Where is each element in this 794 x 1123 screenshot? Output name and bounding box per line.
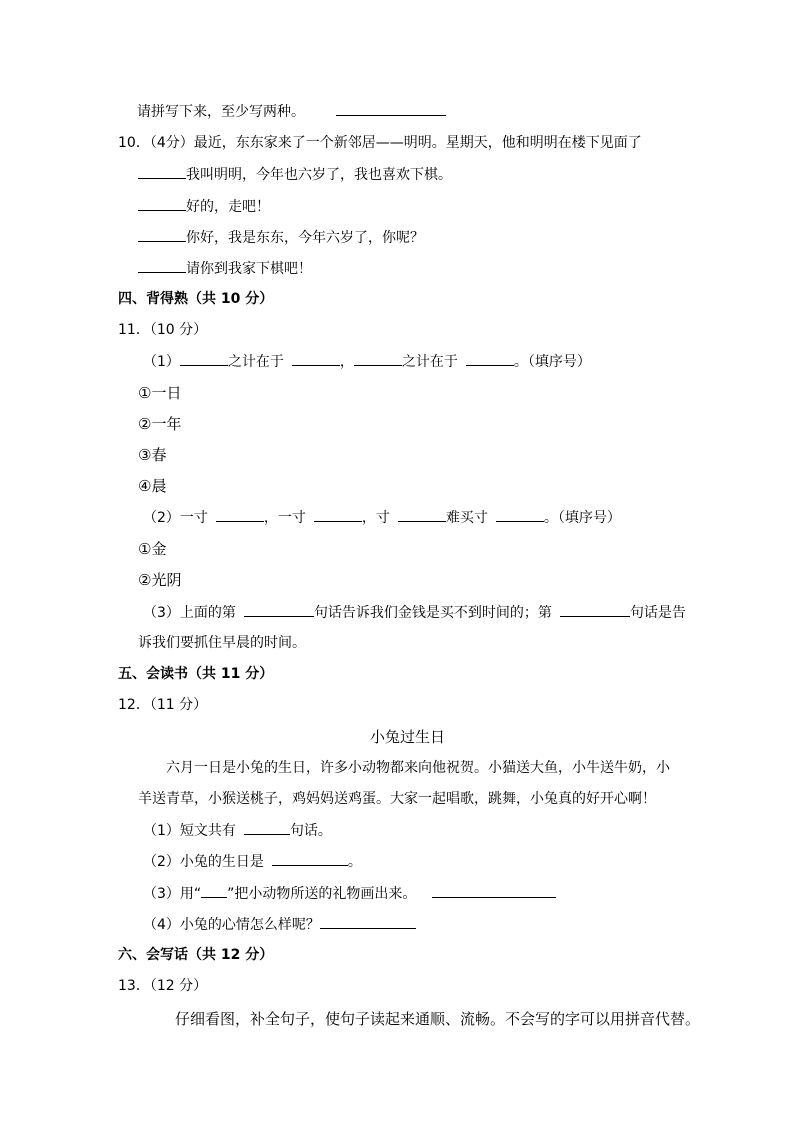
q11-number: 11． (118, 322, 150, 338)
q11-option-4: ④晨 (138, 477, 167, 495)
q11-part1-text-b: 之计在于 (401, 354, 458, 370)
q13-number: 13． (118, 978, 150, 994)
q10-line-3-text: 你好，我是东东，今年六岁了，你呢？ (186, 230, 424, 246)
q10-blank-1[interactable] (138, 164, 186, 179)
passage-title: 小兔过生日 (370, 728, 446, 746)
q12-sub-3 (143, 883, 556, 904)
q12-sub-4-a: （4）小兔的心情怎么样呢？ (143, 917, 320, 933)
q11-part2-blank-4[interactable] (496, 507, 544, 522)
q12-sub-4-blank[interactable] (320, 914, 416, 929)
q12-sub-1 (143, 820, 332, 841)
q12-sub-3-b: ”把小动物所送的礼物画出来。 (227, 886, 417, 902)
q12-score: （11 分） (149, 697, 208, 713)
q11-part1: （1） 之计在于 ， 之计在于 。（填序号） (143, 351, 591, 372)
section-6-title: 六、会写话（共 12 分） (118, 947, 274, 963)
q10-blank-4[interactable] (138, 258, 186, 273)
q10-line-2-text: 好的，走吧！ (186, 199, 270, 215)
q12-sub-2 (143, 851, 362, 872)
q11-part1-blank-3[interactable] (354, 351, 402, 366)
passage-line-1: 六月一日是小兔的生日，许多小动物都来向他祝贺。小猫送大鱼，小牛送牛奶，小 (166, 760, 670, 776)
q12-sub-2-blank[interactable] (272, 851, 348, 866)
q11-part1-text-a: 之计在于 (227, 354, 284, 370)
q11-header (118, 320, 207, 340)
q11-part2-mid2: ，寸 (361, 510, 390, 526)
q11-option-3: ③春 (138, 446, 167, 464)
q12-sub-1-a: （1）短文共有 (143, 823, 236, 839)
q10-line-1 (138, 164, 452, 185)
q11-part1-blank-4[interactable] (466, 351, 514, 366)
q12-sub-3-blank[interactable] (432, 883, 556, 898)
q11-option-1: ①一日 (138, 384, 182, 402)
q11-score: （10 分） (149, 322, 208, 338)
q11-part3-label: （3）上面的第 (143, 605, 236, 621)
q11-part3-line2: 诉我们要抓住早晨的时间。 (138, 635, 306, 651)
q10-number: 10． (118, 135, 150, 151)
q11-part2-end: 。（填序号） (543, 510, 621, 526)
q11-part2-blank-3[interactable] (398, 507, 446, 522)
q10-line-4-text: 请你到我家下棋吧！ (186, 261, 312, 277)
q11-part3-blank-2[interactable] (560, 602, 630, 617)
q11-part2-blank-2[interactable] (314, 507, 362, 522)
q10-score: （4分） (149, 135, 194, 151)
q12-sub-4 (143, 914, 416, 935)
q10-blank-3[interactable] (138, 227, 186, 242)
q11-option-2: ②一年 (138, 415, 182, 433)
q13-score: （12 分） (149, 978, 208, 994)
q11-part1-label: （1） (143, 354, 180, 370)
q12-sub-2-b: 。 (347, 854, 362, 870)
q9-answer-blank[interactable] (336, 101, 446, 116)
q9-tail-line (137, 101, 446, 122)
q10-line-4 (138, 258, 312, 279)
q10-prompt-line (118, 133, 642, 153)
q11-part1-blank-1[interactable] (180, 351, 228, 366)
q11-part2-mid1: ，一寸 (263, 510, 306, 526)
q12-sub-1-blank[interactable] (244, 820, 290, 835)
underline-mark-sample (201, 885, 227, 898)
q11-part2-blank-1[interactable] (216, 507, 264, 522)
q11-part3-blank-1[interactable] (244, 602, 314, 617)
q13-instruction: 仔细看图，补全句子，使句子读起来通顺、流畅。不会写的字可以用拼音代替。 (175, 1010, 701, 1028)
q11-part1-blank-2[interactable] (292, 351, 340, 366)
q13-header (118, 976, 207, 996)
q11-part1-end: 。（填序号） (513, 354, 591, 370)
section-5-title: 五、会读书（共 11 分） (118, 666, 274, 682)
q9-tail-text: 请拼写下来，至少写两种。 (137, 104, 305, 120)
q10-line-3 (138, 227, 424, 248)
q11-part3-mid: 句话告诉我们金钱是买不到时间的；第 (313, 605, 552, 621)
passage-line-2: 羊送青草，小猴送桃子，鸡妈妈送鸡蛋。大家一起唱歌，跳舞，小兔真的好开心啊！ (138, 791, 656, 807)
q11-option2-2: ②光阴 (138, 571, 182, 589)
q11-part2-label: （2）一寸 (143, 510, 208, 526)
q12-number: 12． (118, 697, 150, 713)
q10-line-2 (138, 196, 270, 217)
q11-part2-mid3: 难买寸 (445, 510, 488, 526)
q12-sub-2-a: （2）小兔的生日是 (143, 854, 264, 870)
q12-sub-1-b: 句话。 (289, 823, 332, 839)
q11-part3-end: 句话是告 (629, 605, 686, 621)
q11-part2 (143, 507, 621, 528)
q10-prompt: 最近，东东家来了一个新邻居——明明。星期天，他和明明在楼下见面了 (193, 135, 642, 151)
q11-part3 (143, 602, 686, 623)
section-4-title: 四、背得熟（共 10 分） (118, 291, 274, 307)
q10-blank-2[interactable] (138, 196, 186, 211)
q10-line-1-text: 我叫明明，今年也六岁了，我也喜欢下棋。 (186, 167, 452, 183)
q11-option2-1: ①金 (138, 540, 167, 558)
q12-header (118, 695, 207, 715)
q12-sub-3-a: （3）用“ (143, 886, 202, 902)
